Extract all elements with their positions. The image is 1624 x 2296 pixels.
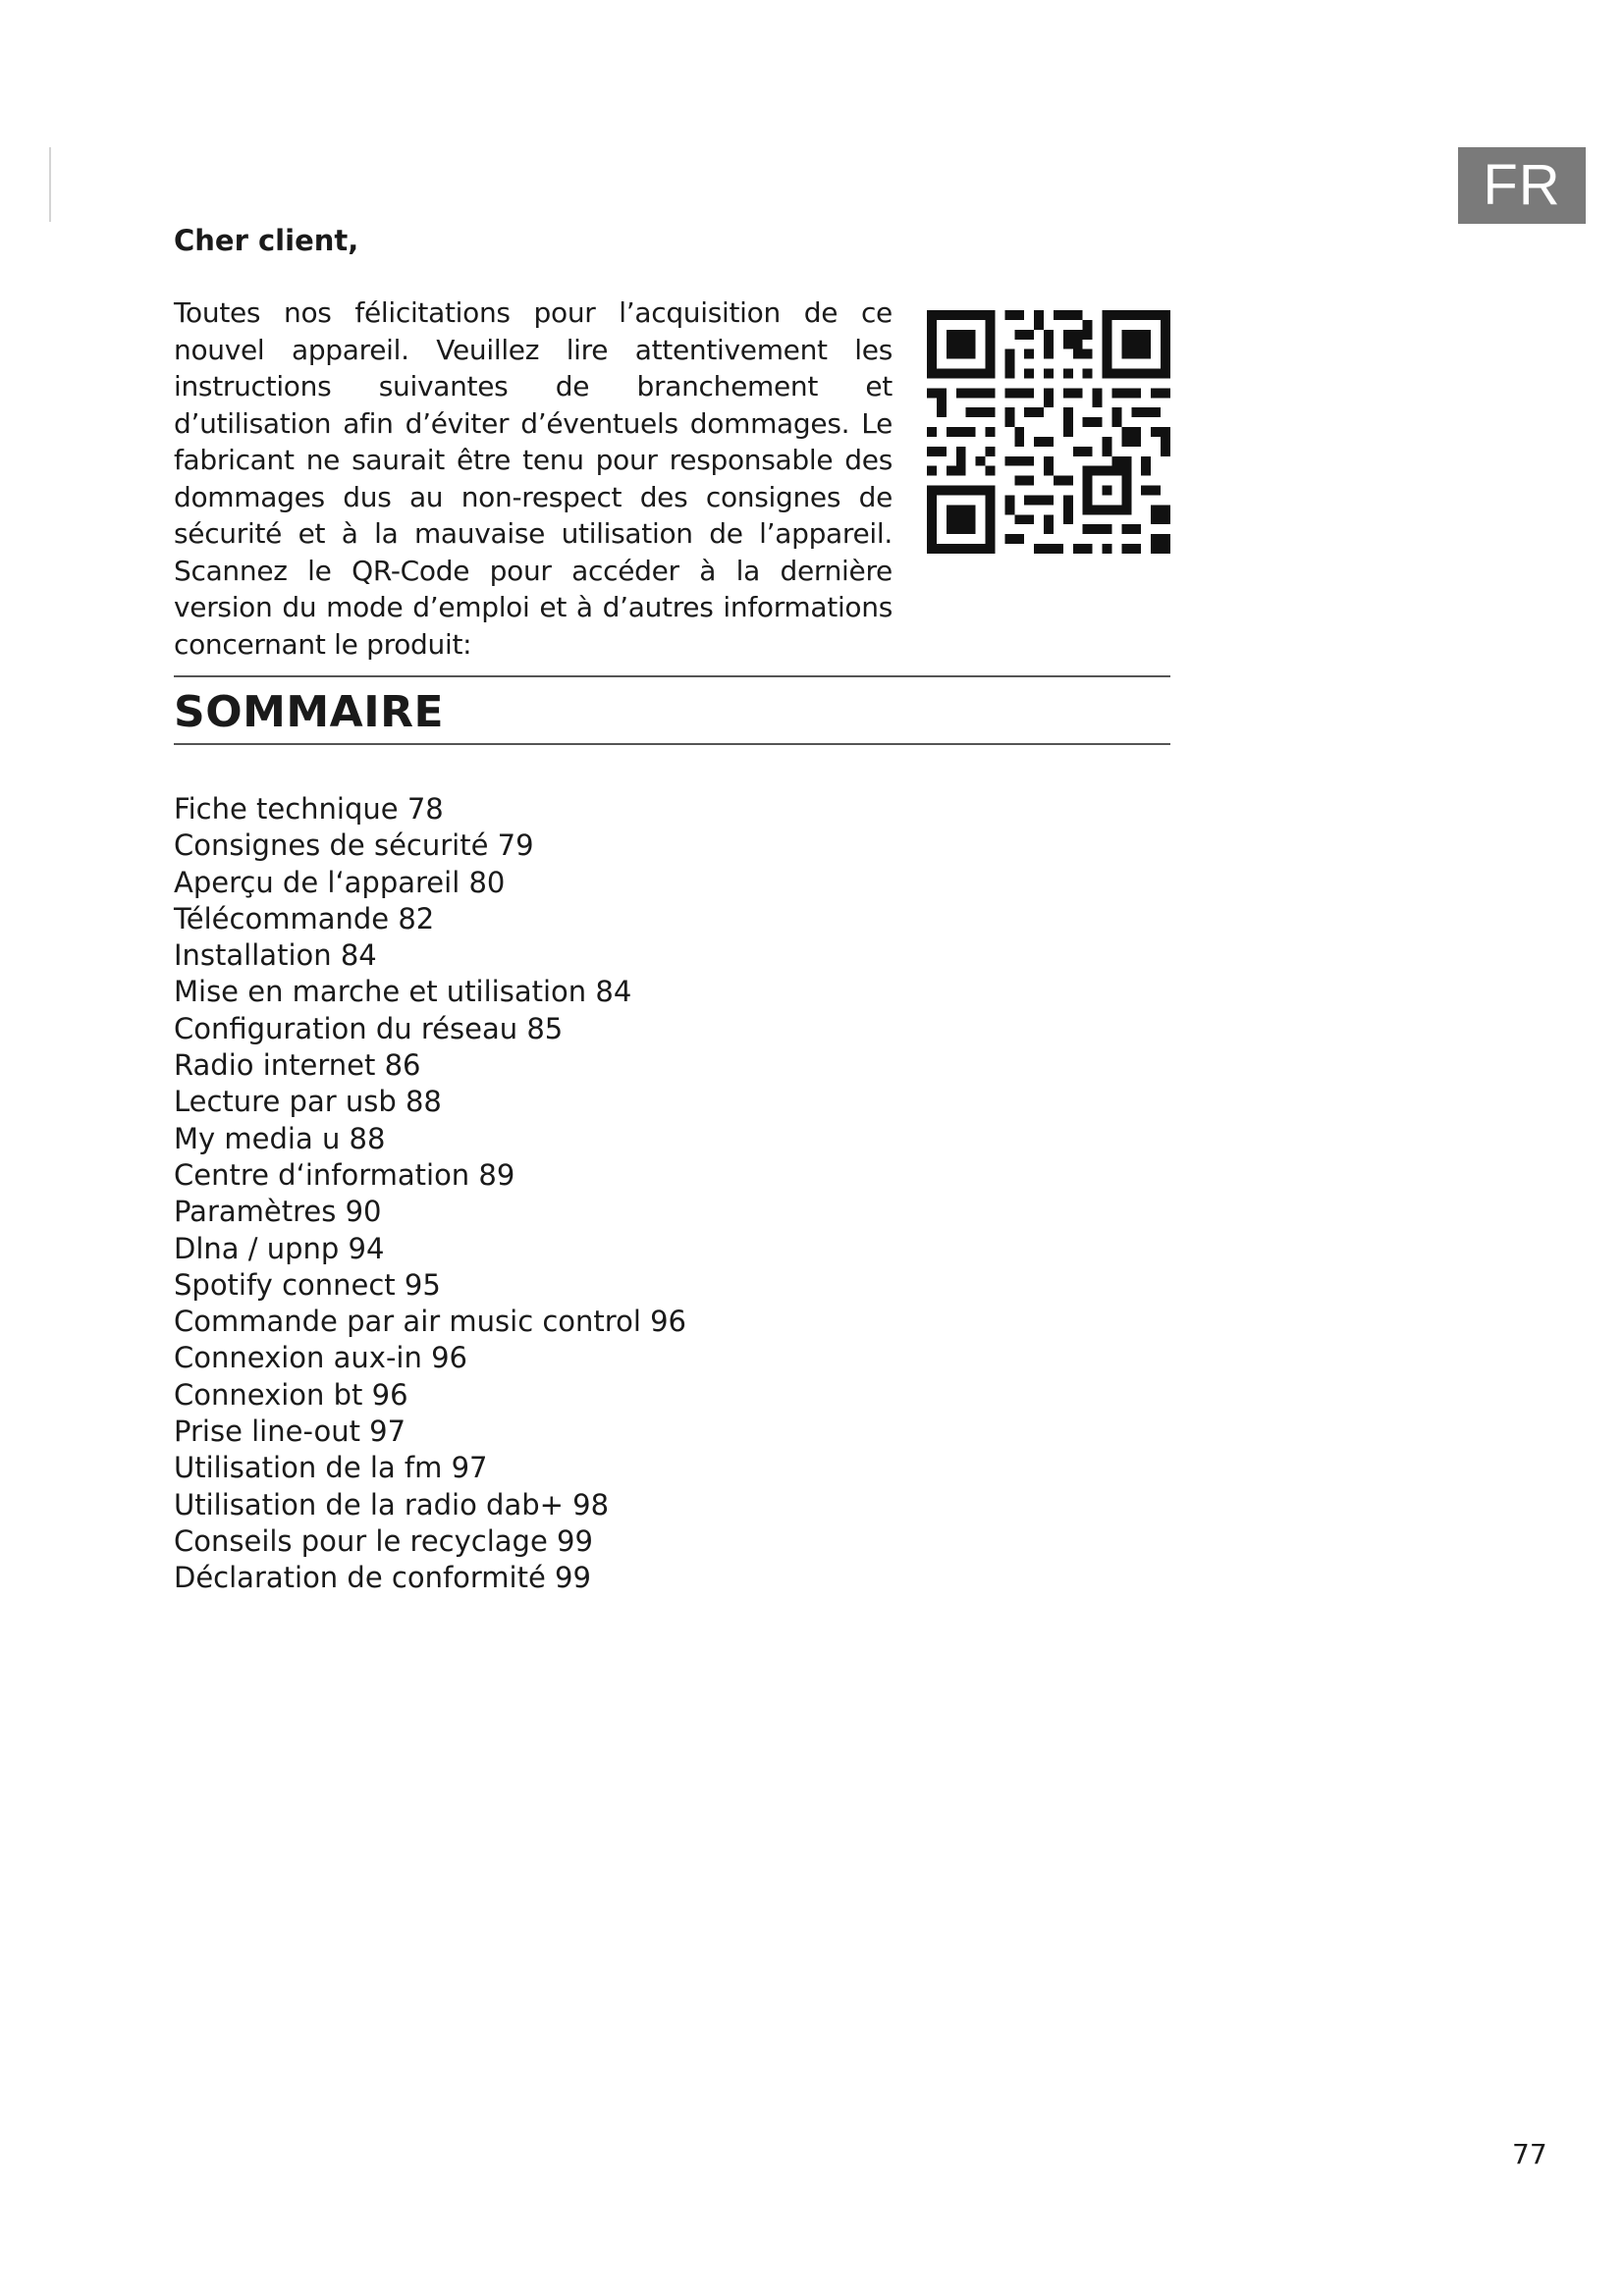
toc-item[interactable]: Installation 84 bbox=[174, 938, 377, 973]
toc-item[interactable]: Dlna / upnp 94 bbox=[174, 1231, 385, 1265]
margin-rule bbox=[49, 147, 51, 222]
qr-code-icon[interactable] bbox=[927, 310, 1170, 554]
toc-item[interactable]: Déclaration de conformité 99 bbox=[174, 1561, 591, 1595]
toc-item[interactable]: Connexion aux-in 96 bbox=[174, 1341, 467, 1375]
toc-item[interactable]: Lecture par usb 88 bbox=[174, 1085, 442, 1119]
toc-item[interactable]: Radio internet 86 bbox=[174, 1048, 421, 1083]
toc-item[interactable]: Utilisation de la radio dab+ 98 bbox=[174, 1487, 610, 1522]
toc-item[interactable]: Conseils pour le recyclage 99 bbox=[174, 1523, 593, 1558]
toc-item[interactable]: Aperçu de l‘appareil 80 bbox=[174, 865, 506, 899]
toc-item[interactable]: Télécommande 82 bbox=[174, 901, 435, 935]
toc-item[interactable]: Paramètres 90 bbox=[174, 1195, 382, 1229]
section-rule-top bbox=[174, 675, 1170, 677]
toc-item[interactable]: Consignes de sécurité 79 bbox=[174, 828, 534, 863]
toc-item[interactable]: Commande par air music control 96 bbox=[174, 1305, 686, 1339]
toc-item[interactable]: Connexion bt 96 bbox=[174, 1377, 408, 1412]
toc-title: SOMMAIRE bbox=[174, 687, 445, 737]
toc-item[interactable]: Spotify connect 95 bbox=[174, 1267, 441, 1302]
page-number: 77 bbox=[1512, 2138, 1547, 2170]
toc-item[interactable]: Centre d‘information 89 bbox=[174, 1157, 515, 1192]
toc-item[interactable]: Prise line-out 97 bbox=[174, 1415, 406, 1449]
toc-item[interactable]: My media u 88 bbox=[174, 1121, 386, 1155]
toc-item[interactable]: Configuration du réseau 85 bbox=[174, 1011, 564, 1045]
toc-item[interactable]: Fiche technique 78 bbox=[174, 792, 444, 826]
greeting: Cher client, bbox=[174, 224, 359, 257]
intro-paragraph: Toutes nos félicitations pour l’acquisition de ce nouvel appareil. Veuillez lire attentivement les instructions suivantes de branchement et d’utilisation afin d’éviter d’éventuels dommages. Le fabricant ne saurait être tenu pour responsable des dommages dus au non-respect des consignes de sécurité et à la mauvaise utilisation de l’appareil. Scannez le QR-Code pour accéder à la dernière version du mode d’emploi et à d’autres informations concernant le produit: bbox=[174, 296, 893, 661]
language-tab: FR bbox=[1458, 147, 1586, 224]
section-rule-bottom bbox=[174, 743, 1170, 745]
toc-item[interactable]: Utilisation de la fm 97 bbox=[174, 1451, 488, 1485]
toc-item[interactable]: Mise en marche et utilisation 84 bbox=[174, 975, 632, 1009]
table-of-contents bbox=[174, 791, 686, 1597]
